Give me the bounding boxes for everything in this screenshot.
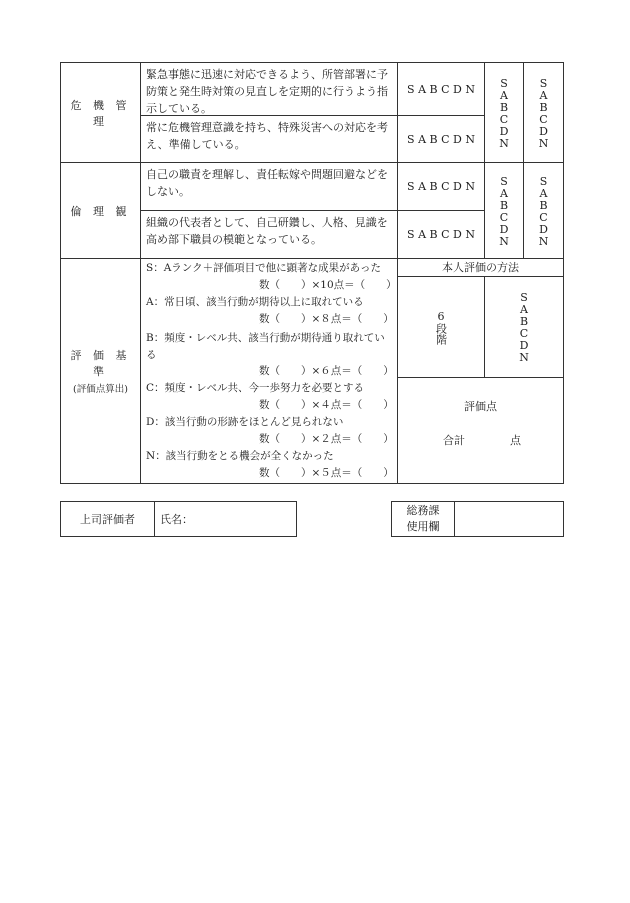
crisis-grade-col-a-text: SABCDN — [497, 76, 511, 149]
crisis-item-2-grade: S A B C D N — [397, 115, 485, 163]
criteria-n-desc: N：該当行動をとる機会が全くなかった — [146, 450, 334, 462]
ethics-grade-col-a-text: SABCDN — [497, 174, 511, 247]
crisis-item-1-grade: S A B C D N — [397, 62, 485, 116]
ethics-grade-col-b-text: SABCDN — [537, 174, 550, 247]
criteria-a-calc: 数（ ）×８点＝（ ） — [259, 313, 394, 325]
ethics-grade-col-b — [523, 162, 564, 259]
criteria-d-desc: D：該当行動の形跡をほとんど見られない — [146, 416, 344, 428]
six-levels-cell — [397, 276, 485, 378]
self-eval-grades-cell — [484, 276, 564, 378]
six-levels-text: 6段階 — [434, 309, 448, 345]
crisis-grade-col-b-text: SABCDN — [537, 76, 550, 149]
criteria-sublabel: (評価点算出) — [73, 384, 128, 395]
self-eval-title: 本人評価の方法 — [397, 258, 564, 277]
section-label-ethics: 倫 理 観 — [60, 162, 141, 259]
ethics-item-1-grade: S A B C D N — [397, 162, 485, 211]
criteria-s-calc: 数（ ）×10点＝（ ） — [259, 279, 397, 291]
ethics-item-2-grade: S A B C D N — [397, 210, 485, 259]
criteria-b-desc: B：頻度・レベル共、該当行動が期待通り取れている — [146, 332, 385, 361]
general-affairs-line2: 使用欄 — [406, 520, 440, 533]
ethics-grade-col-a — [484, 162, 524, 259]
evaluator-name-field[interactable] — [154, 501, 297, 537]
criteria-label: 評 価 基 準 — [70, 349, 131, 378]
crisis-item-1: 緊急事態に迅速に対応できるよう、所管部署に予防策と発生時対策の見直しを定期的に行うよう指示している。 — [140, 62, 398, 116]
points-label: 点 — [510, 434, 521, 447]
name-label: 氏名： — [160, 513, 193, 526]
score-cell — [397, 377, 564, 484]
general-affairs-line1: 総務課 — [406, 504, 440, 517]
score-label: 評価点 — [464, 400, 497, 413]
general-affairs-label — [391, 501, 455, 537]
ethics-item-1: 自己の職責を理解し、責任転嫁や問題回避などをしない。 — [140, 162, 398, 211]
criteria-b-calc: 数（ ）×６点＝（ ） — [259, 365, 394, 377]
self-eval-grades-text: SABCDN — [517, 291, 531, 363]
section-label-crisis: 危 機 管 理 — [60, 62, 141, 163]
total-label: 合計 — [443, 434, 465, 447]
criteria-n-calc: 数（ ）×５点＝（ ） — [259, 467, 394, 479]
crisis-item-2: 常に危機管理意識を持ち、特殊災害への対応を考え、準備している。 — [140, 115, 398, 163]
evaluator-label: 上司評価者 — [60, 501, 155, 537]
criteria-label-cell — [60, 258, 141, 484]
crisis-grade-col-a — [484, 62, 524, 163]
ethics-item-2: 組織の代表者として、自己研鑽し、人格、見識を高め部下職員の模範となっている。 — [140, 210, 398, 259]
criteria-a-desc: A：常日頃、該当行動が期待以上に取れている — [146, 296, 364, 308]
criteria-c-desc: C：頻度・レベル共、今一歩努力を必要とする — [146, 382, 365, 394]
criteria-list — [140, 258, 398, 484]
criteria-s-desc: S：Aランク＋評価項目で他に顕著な成果があった — [146, 262, 381, 274]
criteria-c-calc: 数（ ）×４点＝（ ） — [259, 399, 394, 411]
crisis-grade-col-b — [523, 62, 564, 163]
criteria-d-calc: 数（ ）×２点＝（ ） — [259, 433, 394, 445]
general-affairs-field[interactable] — [454, 501, 564, 537]
